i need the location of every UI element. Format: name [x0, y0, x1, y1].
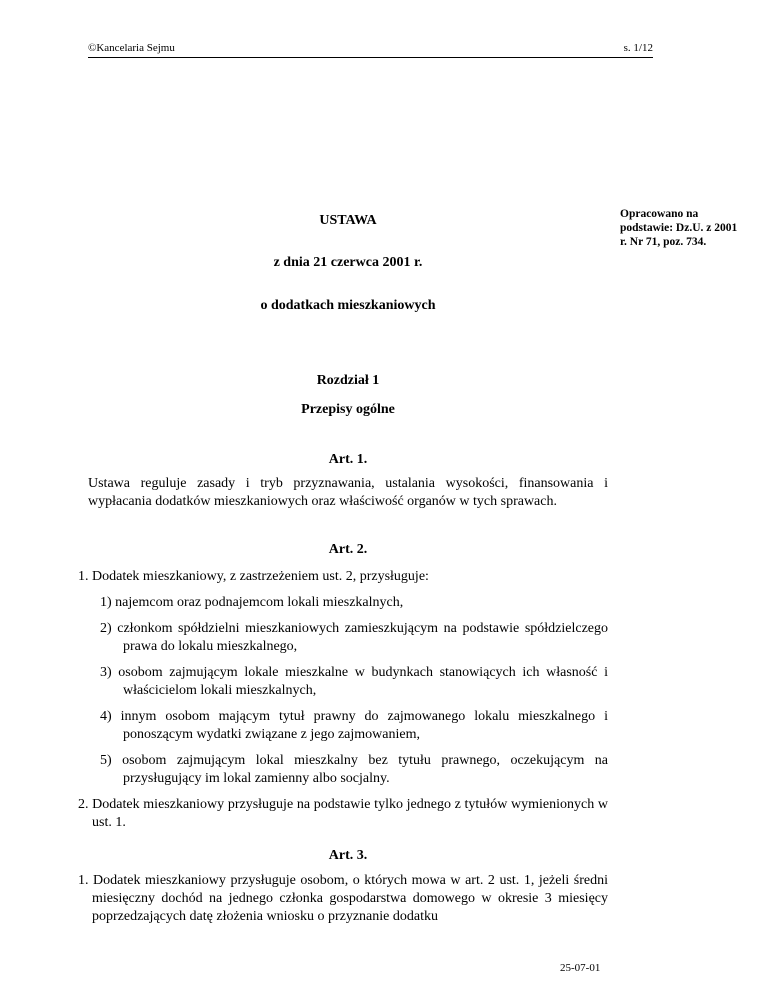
art2-item-2: 2) członkom spółdzielni mieszkaniowych zamieszkującym na podstawie spółdzielczego prawa do lokalu mieszkalnego, [100, 621, 608, 654]
art3-para1: 1. Dodatek mieszkaniowy przysługuje osobom, o których mowa w art. 2 ust. 1, jeżeli średni miesięczny dochód na jednego członka gospodarstwa domowego w okresie 3 miesięcy poprzedzających datę złożenia wniosku o przyznanie dodatku [78, 873, 608, 924]
act-subject: o dodatkach mieszkaniowych [260, 298, 436, 313]
act-title: USTAWA [319, 213, 377, 228]
page-footer-date: 25-07-01 [560, 962, 601, 974]
header-page-number: s. 1/12 [623, 42, 653, 54]
chapter-number: Rozdział 1 [316, 373, 380, 388]
art2-item-4: 4) innym osobom mającym tytuł prawny do zajmowanego lokalu mieszkalnego i ponoszącym wydatki związane z jego zajmowaniem, [100, 709, 608, 742]
header-publisher: ©Kancelaria Sejmu [88, 42, 175, 54]
side-note: Opracowano na podstawie: Dz.U. z 2001 r. Nr 71, poz. 734. [620, 208, 738, 248]
chapter-name: Przepisy ogólne [301, 402, 395, 417]
art3-heading: Art. 3. [328, 848, 368, 863]
art2-para2: 2. Dodatek mieszkaniowy przysługuje na podstawie tylko jednego z tytułów wymienionych w ust. 1. [78, 797, 608, 830]
art1-heading: Art. 1. [328, 452, 368, 467]
art2-item-5: 5) osobom zajmującym lokal mieszkalny bez tytułu prawnego, oczekującym na przysługujący im lokal zamienny albo socjalny. [100, 753, 608, 786]
art2-heading: Art. 2. [328, 542, 368, 557]
art1-text: Ustawa reguluje zasady i tryb przyznawania, ustalania wysokości, finansowania i wypłacania dodatków mieszkaniowych oraz właściwość organów w tych sprawach. [88, 476, 608, 509]
act-date: z dnia 21 czerwca 2001 r. [273, 255, 423, 270]
art2-item-3: 3) osobom zajmującym lokale mieszkalne w budynkach stanowiących ich własność i właścicielom lokali mieszkalnych, [100, 665, 608, 698]
art2-para1: 1. Dodatek mieszkaniowy, z zastrzeżeniem ust. 2, przysługuje: [78, 569, 429, 584]
art2-item-1: 1) najemcom oraz podnajemcom lokali mieszkalnych, [100, 595, 404, 610]
page-header [88, 40, 653, 58]
